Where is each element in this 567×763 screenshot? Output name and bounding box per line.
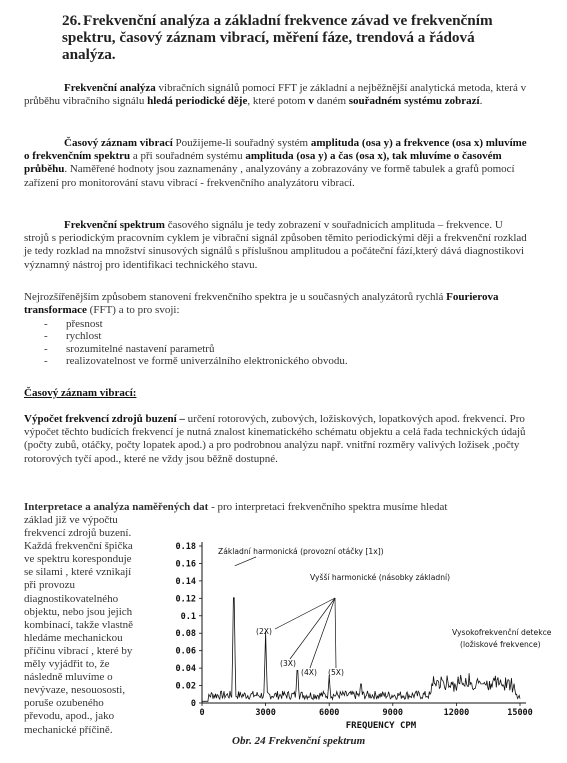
annotation-5x: (5X) (328, 668, 344, 677)
x-tick-label: 0 (199, 708, 205, 718)
paragraph-frequency-analysis (24, 82, 530, 108)
paragraph-excitation-frequencies (24, 413, 530, 466)
interp-line: mechanické příčině. (24, 723, 113, 736)
term-time-record: Časový záznam vibrací (64, 137, 173, 149)
annotation-leader-line (275, 598, 335, 629)
paragraph-time-record (24, 137, 530, 190)
term: souřadném systému zobrazí (348, 95, 480, 108)
heading-title: Frekvenční analýza a základní frekvence závad ve frekvenčním spektru, časový záznam vibrací, měření fáze, trendová a řádová analýza. (62, 12, 493, 63)
x-tick-label: 6000 (318, 708, 340, 718)
term-frequency-analysis: Frekvenční analýza (64, 82, 156, 94)
annotation-harmonics: Vyšší harmonické (násobky základní) (310, 573, 451, 582)
text: - pro interpretaci frekvenčního spektra musíme hledat (208, 501, 448, 513)
text: , které potom (247, 95, 309, 108)
interp-line: převodu, apod., jako (24, 710, 115, 723)
term: v (308, 95, 314, 108)
x-ticks (199, 703, 532, 731)
term: hledá periodické děje (147, 95, 248, 108)
spectrum-line (202, 598, 520, 702)
interp-line: následně mluvíme o (24, 671, 113, 684)
heading-number: 26. (62, 12, 81, 29)
y-tick-label: 0.06 (175, 646, 196, 657)
interp-line: základ již ve výpočtu (24, 514, 118, 526)
term-excitation: Výpočet frekvencí zdrojů buzení – (24, 413, 185, 425)
text: Použijeme-li souřadný systém (172, 137, 311, 149)
text: a při souřadném systému (130, 150, 246, 163)
y-tick-label: 0.04 (175, 664, 196, 675)
interp-line: měly vyjádřit to, že (24, 658, 110, 671)
term: amplituda (osa y) a frekvence (osa x) mluvíme o frekvenčním spektru (24, 137, 527, 163)
annotation-2x: (2X) (256, 627, 272, 636)
text: určení rotorových, zubových, ložiskových, lopatkových apod. frekvencí. Pro výpočet těchto budících frekvencí je nutná znalost kinematického schématu objektu a celá řada technických údajů (počty zubů, otáčky, počty lopatek apod.) a pro podrobnou analýzu např. vnitřní rozměry valivých ložisek ,počty rotorových tyčí apod., které ne vždy jsou běžně dostupné. (24, 413, 526, 465)
interp-line: se silami , které vznikají (24, 566, 132, 579)
interp-line: ve spektru koresponduje (24, 553, 132, 566)
term: amplituda (osa y) a čas (osa x), tak mluvíme o časovém průběhu (24, 150, 502, 176)
interp-line: diagnostikovatelného (24, 592, 119, 605)
section-title-time-record: Časový záznam vibrací: (24, 387, 137, 399)
annotation-leader-line (290, 598, 335, 659)
x-tick-label: 15000 (507, 708, 533, 718)
y-tick-label: 0 (190, 699, 196, 709)
y-tick-label: 0.14 (175, 576, 196, 587)
interp-line: při provozu (24, 579, 76, 592)
interp-line: poruše ozubeného (24, 697, 104, 710)
annotation-leader-line (235, 557, 256, 566)
list-item-text: realizovatelnost ve formě univerzálního elektronického obvodu. (66, 355, 348, 368)
y-tick-label: 0.18 (175, 542, 196, 552)
interpretation-column (24, 514, 164, 737)
annotation-3x: (3X) (280, 659, 296, 668)
list-item: - srozumitelné nastavení parametrů (44, 342, 215, 355)
section-heading (62, 12, 532, 63)
paragraph-frequency-spectrum (24, 219, 530, 272)
annotation-4x: (4X) (301, 668, 317, 677)
list-item-text: přesnost (66, 318, 103, 330)
text: daném (313, 95, 349, 108)
annotation-high-freq: Vysokofrekvenční detekce (452, 628, 552, 637)
interp-line: Každá frekvenční špička (24, 540, 133, 553)
x-axis-label: FREQUENCY CPM (345, 721, 417, 731)
text: Nejrozšířenějším způsobem stanovení frekvenčního spektra je u současných analyzátorů rychlá (24, 291, 447, 303)
text: . (479, 95, 483, 108)
y-ticks (176, 542, 202, 709)
list-item: - rychlost (44, 330, 102, 343)
interp-line: frekvencí zdrojů buzení. (24, 527, 132, 540)
paragraph-interpretation-lead (24, 501, 544, 514)
list-item: - přesnost (44, 318, 103, 330)
y-tick-label: 0.12 (175, 594, 196, 605)
list-item-text: srozumitelné nastavení parametrů (66, 342, 215, 355)
chart-annotations (218, 547, 552, 677)
x-tick-label: 12000 (443, 708, 470, 718)
term-fourier: Fourierova transformace (24, 291, 499, 317)
y-tick-label: 0.1 (180, 611, 196, 622)
x-tick-label: 3000 (255, 708, 276, 718)
y-tick-label: 0.08 (175, 629, 196, 640)
interp-line: kombinací, takže vlastně (24, 618, 134, 631)
text: časového signálu je tedy zobrazení v souřadnicích amplituda – frekvence. U strojů s periodickým pracovním cyklem je vibrační signál způsoben těmito periodickými ději a frekvenční rozklad je tedy rozklad na množství sinusových signálů s příslušnou amplitudou a počáteční fází,který dává diagnostikovi významný nástroj pro identifikaci technického stavu. (24, 219, 527, 271)
text: vibračních signálů pomocí FFT je základní a nejběžnější analytická metoda, která v průběhu vibračního signálu (24, 82, 527, 108)
interp-line: hledáme mechanickou (24, 631, 123, 644)
fft-advantages-list (44, 318, 348, 368)
term-frequency-spectrum: Frekvenční spektrum (64, 219, 165, 231)
term-interpretation: Interpretace a analýza naměřených dat (24, 501, 209, 513)
list-item: - realizovatelnost ve formě univerzálního elektronického obvodu. (44, 355, 348, 368)
paragraph-fft (24, 291, 530, 317)
list-item-text: rychlost (66, 330, 102, 343)
annotation-fundamental: Základní harmonická (provozní otáčky [1x]) (218, 547, 384, 556)
figure-caption: Obr. 24 Frekvenční spektrum (232, 735, 366, 747)
y-tick-label: 0.02 (175, 681, 196, 692)
text: (FFT) a to pro svoji: (86, 304, 180, 317)
annotation-high-freq-sub: (ložiskové frekvence) (460, 640, 541, 649)
y-tick-label: 0.16 (175, 559, 196, 570)
annotation-leader-line (335, 598, 336, 668)
frequency-spectrum-chart (160, 528, 552, 738)
text: . Naměřené hodnoty jsou zaznamenány , analyzovány a zobrazovány ve formě tabulek a grafů pomocí zařízení pro monitorování stavu vibrací - frekvenčního analyzátoru vibrací. (24, 163, 515, 189)
interp-line: příčinu vibrací , které by (24, 644, 133, 657)
x-tick-label: 9000 (382, 708, 404, 718)
interp-line: nevývaze, nesouososti, (24, 684, 126, 697)
interp-line: objektu, nebo jsou jejich (24, 605, 133, 618)
annotation-leader-line (310, 598, 335, 668)
